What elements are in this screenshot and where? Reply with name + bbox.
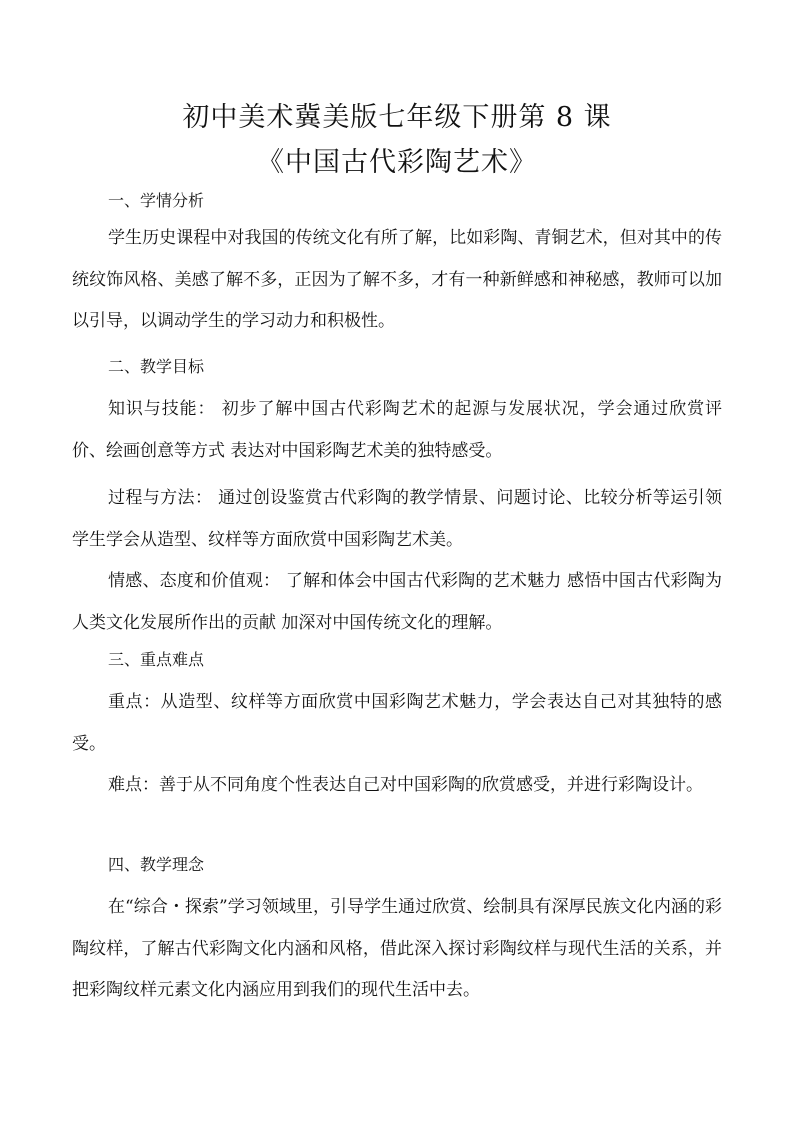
paragraph-knowledge-skills: 知识与技能： 初步了解中国古代彩陶艺术的起源与发展状况，学会通过欣赏评价、绘画创意等方式 表达对中国彩陶艺术美的独特感受。 [72,399,722,461]
section-heading-teaching-philosophy: 四、教学理念 [108,855,205,874]
document-title-line1: 初中美术冀美版七年级下册第 8 课 [182,102,612,133]
paragraph-teaching-philosophy: 在“综合・探索”学习领域里，引导学生通过欣赏、绘制具有深厚民族文化内涵的彩陶纹样，了解古代彩陶文化内涵和风格，借此深入探讨彩陶纹样与现代生活的关系，并把彩陶纹样元素文化内涵应用到我们的现代生活中去。 [72,897,722,1000]
section-heading-teaching-goals: 二、教学目标 [108,357,205,376]
paragraph-learner-analysis: 学生历史课程中对我国的传统文化有所了解，比如彩陶、青铜艺术，但对其中的传统纹饰风格、美感了解不多，正因为了解不多，才有一种新鲜感和神秘感，教师可以加以引导，以调动学生的学习动力和积极性。 [72,228,722,331]
document-title-line2: 《中国古代彩陶艺术》 [257,147,537,178]
paragraph-emotions-values: 情感、态度和价值观： 了解和体会中国古代彩陶的艺术魅力 感悟中国古代彩陶为人类文化发展所作出的贡献 加深对中国传统文化的理解。 [72,571,722,633]
paragraph-difficult-point: 难点：善于从不同角度个性表达自己对中国彩陶的欣赏感受，并进行彩陶设计。 [108,775,703,795]
paragraph-process-methods: 过程与方法： 通过创设鉴赏古代彩陶的教学情景、问题讨论、比较分析等运引领学生学会从造型、纹样等方面欣赏中国彩陶艺术美。 [72,488,722,550]
section-heading-learner-analysis: 一、学情分析 [108,191,205,210]
paragraph-key-point: 重点：从造型、纹样等方面欣赏中国彩陶艺术魅力，学会表达自己对其独特的感受。 [72,692,722,754]
section-heading-key-points: 三、重点难点 [108,650,205,669]
